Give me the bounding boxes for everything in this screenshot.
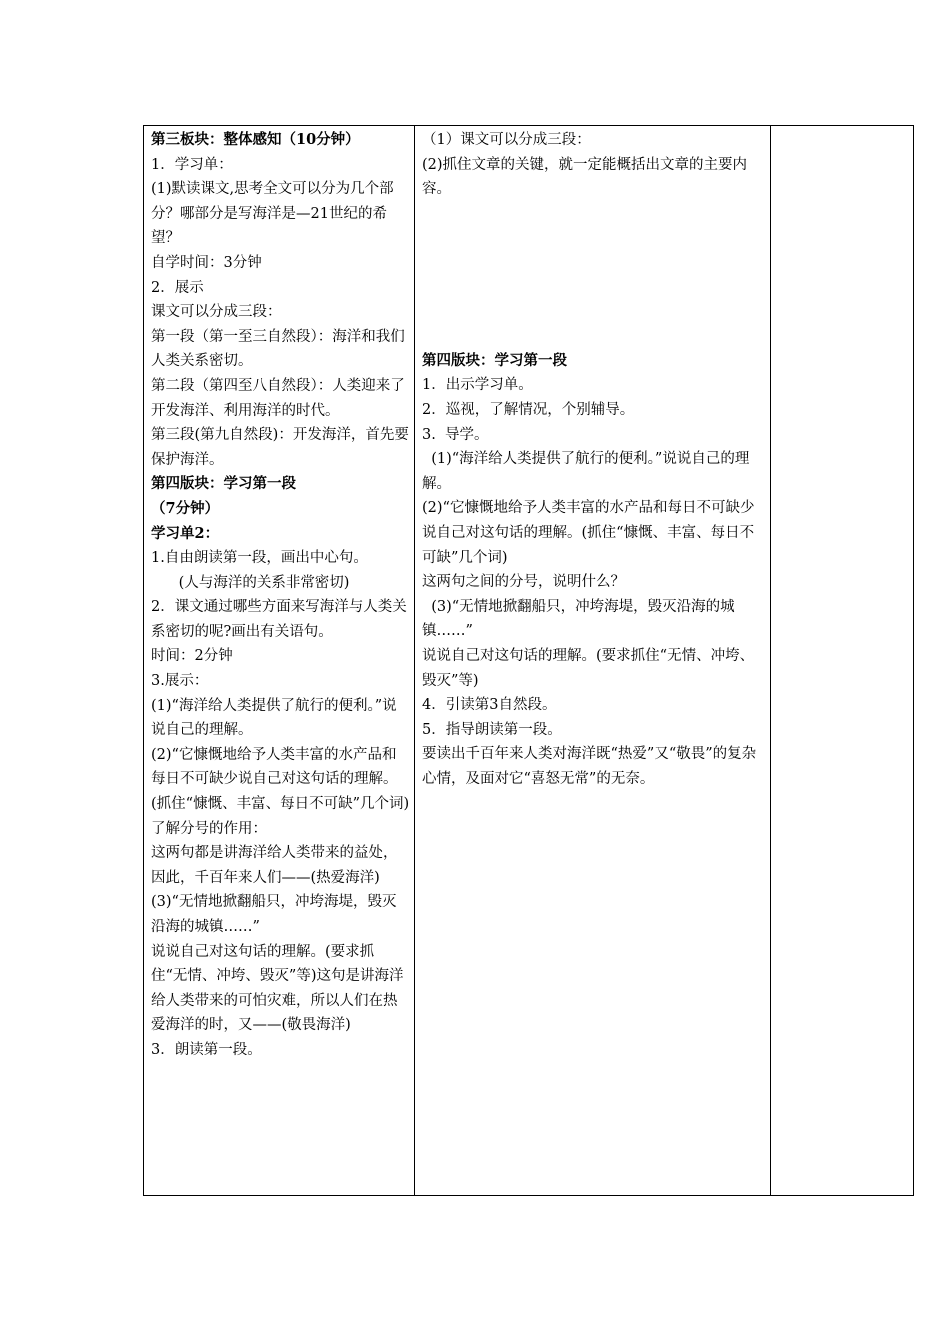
text-line: 1．出示学习单。: [422, 377, 533, 394]
middle-column-top-text: [422, 128, 766, 202]
text-line: 了解分号的作用：: [151, 820, 267, 837]
text-line: 第二段（第四至八自然段）：人类迎来了开发海洋、利用海洋的时代。: [151, 377, 405, 419]
text-line: 第三板块：整体感知（10分钟）: [151, 131, 360, 148]
text-line: 这两句之间的分号，说明什么？: [422, 574, 625, 591]
left-column-text: [151, 128, 410, 1063]
text-line: 1.自由朗读第一段，画出中心句。: [151, 550, 368, 567]
text-line: 这两句都是讲海洋给人类带来的益处，因此，千百年来人们——(热爱海洋): [151, 845, 398, 886]
text-line: (1)默读课文,思考全文可以分为几个部分？哪部分是写海洋是—21世纪的希望？: [151, 181, 394, 247]
text-line: 第四版块：学习第一段: [151, 475, 296, 493]
text-line: 3．朗读第一段。: [151, 1041, 262, 1058]
text-line: （7分钟）: [151, 499, 220, 517]
text-line: 3. 导学。: [422, 426, 489, 443]
text-line: (2)抓住文章的关键，就一定能概括出文章的主要内容。: [422, 156, 748, 198]
text-line: 课文可以分成三段：: [151, 304, 282, 321]
text-line: (3)“无情地掀翻船只，冲垮海堤，毁灭沿海的城镇……”: [151, 894, 397, 935]
lesson-plan-table: [143, 125, 914, 1196]
table-row: [144, 126, 914, 1196]
text-line: 时间：2分钟: [151, 648, 233, 665]
text-line: (人与海洋的关系非常密切): [151, 574, 350, 591]
left-column-cell: [144, 126, 415, 1196]
text-line: 说说自己对这句话的理解。(要求抓住“无情、冲垮、毁灭”等): [422, 647, 755, 689]
middle-column-gap: [422, 202, 766, 349]
text-line: 学习单2：: [151, 524, 220, 542]
text-line: 2．课文通过哪些方面来写海洋与人类关系密切的呢?画出有关语句。: [151, 599, 407, 640]
text-line: 4．引读第3自然段。: [422, 697, 557, 714]
text-line: (1)“海洋给人类提供了航行的便利。”说说自己的理解。: [422, 451, 750, 492]
text-line: (3)“无情地掀翻船只，冲垮海堤，毁灭沿海的城镇……”: [422, 598, 735, 640]
text-line: 2．展示: [151, 279, 204, 296]
text-line: 第一段（第一至三自然段）：海洋和我们人类关系密切。: [151, 328, 405, 370]
text-line: 要读出千百年来人类对海洋既“热爱”又“敬畏”的复杂心情，及面对它“喜怒无常”的无奈。: [422, 746, 757, 787]
text-line: 5．指导朗读第一段。: [422, 721, 562, 738]
text-line: 1．学习单：: [151, 156, 233, 173]
text-line: (2)“它慷慨地给予人类丰富的水产品和每日不可缺少说自己对这句话的理解。(抓住“慷慨、丰富、每日不可缺”几个词): [422, 500, 755, 566]
middle-column-bottom-text: [422, 349, 766, 792]
text-line: 说说自己对这句话的理解。(要求抓住“无情、冲垮、毁灭”等)这句是讲海洋给人类带来的可怕灾难，所以人们在热爱海洋的时，又——(敬畏海洋): [151, 943, 404, 1034]
text-line: (1)“海洋给人类提供了航行的便利。”说说自己的理解。: [151, 697, 397, 739]
right-column-cell: [771, 126, 914, 1196]
middle-column-cell: [415, 126, 771, 1196]
text-line: 3.展示：: [151, 673, 209, 690]
text-line: 第四版块：学习第一段: [422, 351, 567, 369]
text-line: 2．巡视，了解情况，个别辅导。: [422, 401, 635, 418]
text-line: (2)“它慷慨地给予人类丰富的水产品和每日不可缺少说自己对这句话的理解。(抓住“慷慨、丰富、每日不可缺”几个词): [151, 746, 410, 813]
text-line: （1）课文可以分成三段：: [422, 132, 591, 148]
text-line: 第三段(第九自然段)：开发海洋，首先要保护海洋。: [151, 427, 409, 468]
text-line: 自学时间：3分钟: [151, 254, 262, 271]
